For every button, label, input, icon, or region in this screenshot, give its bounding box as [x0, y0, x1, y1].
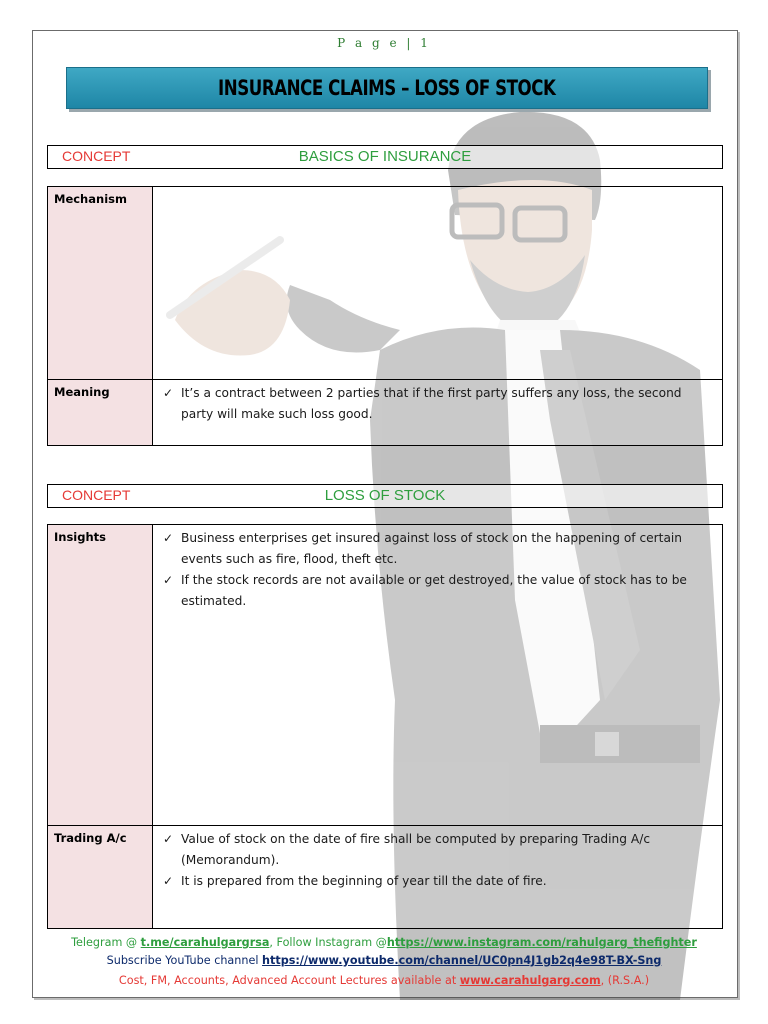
table-row [48, 187, 723, 380]
youtube-link[interactable]: https://www.youtube.com/channel/UC0pn4J1gb2q4e98T-BX-Sng [262, 954, 662, 967]
loss-of-stock-table [47, 524, 723, 929]
concept-title: BASICS OF INSURANCE [298, 148, 472, 165]
check-icon: ✓ [163, 832, 174, 846]
concept-bar-basics [47, 145, 723, 169]
row-label: Trading A/c [48, 826, 153, 929]
check-icon: ✓ [163, 531, 174, 545]
list-item: ✓ Value of stock on the date of fire shall be computed by preparing Trading A/c (Memorandum). [163, 829, 714, 871]
footer-social-line: Telegram @ t.me/carahulgargrsa, Follow Instagram @https://www.instagram.com/rahulgarg_thefighter [71, 936, 697, 949]
row-label: Mechanism [48, 187, 153, 380]
check-icon: ✓ [163, 386, 174, 400]
footer-website-line: Cost, FM, Accounts, Advanced Account Lectures available at www.carahulgarg.com, (R.S.A.) [118, 974, 650, 987]
page-number: P a g e | 1 [337, 36, 431, 50]
website-link[interactable]: www.carahulgarg.com [459, 974, 601, 987]
table-row [48, 826, 723, 929]
list-item: ✓ Business enterprises get insured against loss of stock on the happening of certain events such as fire, flood, theft etc. [163, 528, 714, 570]
concept-bar-loss-of-stock [47, 484, 723, 508]
list-item: ✓ It is prepared from the beginning of year till the date of fire. [163, 871, 714, 892]
list-item: ✓ If the stock records are not available or get destroyed, the value of stock has to be estimated. [163, 570, 714, 612]
list-item: ✓ It’s a contract between 2 parties that if the first party suffers any loss, the second party will make such loss good. [163, 383, 714, 425]
row-content [153, 187, 723, 380]
document-title: INSURANCE CLAIMS – LOSS OF STOCK [218, 76, 556, 100]
concept-label: CONCEPT [62, 148, 131, 164]
check-icon: ✓ [163, 573, 174, 587]
telegram-link[interactable]: t.me/carahulgargrsa [140, 936, 270, 949]
row-label: Insights [48, 525, 153, 826]
concept-label: CONCEPT [62, 487, 131, 503]
row-content [153, 380, 723, 446]
basics-table [47, 186, 723, 446]
title-banner [66, 67, 708, 109]
row-content [153, 525, 723, 826]
check-icon: ✓ [163, 874, 174, 888]
concept-title: LOSS OF STOCK [324, 487, 446, 504]
instagram-link[interactable]: https://www.instagram.com/rahulgarg_thefighter [386, 936, 697, 949]
table-row [48, 380, 723, 446]
row-content [153, 826, 723, 929]
row-label: Meaning [48, 380, 153, 446]
table-row [48, 525, 723, 826]
footer-youtube-line: Subscribe YouTube channel https://www.youtube.com/channel/UC0pn4J1gb2q4e98T-BX-Sng [106, 954, 662, 967]
